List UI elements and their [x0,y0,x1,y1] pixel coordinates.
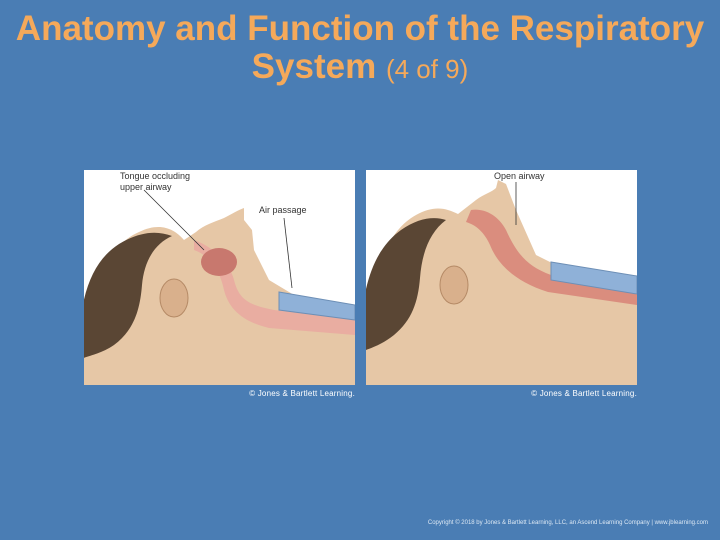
illustration-open-airway [366,170,637,385]
label-upper-airway: upper airway [120,182,172,192]
illustration-occluded-airway [84,170,355,385]
credit-left: © Jones & Bartlett Learning. [249,389,355,398]
occluded-airway-drawing [84,170,355,385]
credit-right: © Jones & Bartlett Learning. [531,389,637,398]
label-air-passage: Air passage [259,205,307,215]
title-main: Anatomy and Function of the Respiratory System [15,9,705,86]
slide-title [0,10,720,88]
title-suffix: (4 of 9) [385,54,469,84]
label-tongue-occluding: Tongue occluding [120,171,191,181]
copyright-footer: Copyright © 2018 by Jones & Bartlett Learning, LLC, an Ascend Learning Company | www.jblearning.com [427,520,708,526]
label-open-airway: Open airway [494,171,545,181]
open-airway-drawing [366,170,637,385]
